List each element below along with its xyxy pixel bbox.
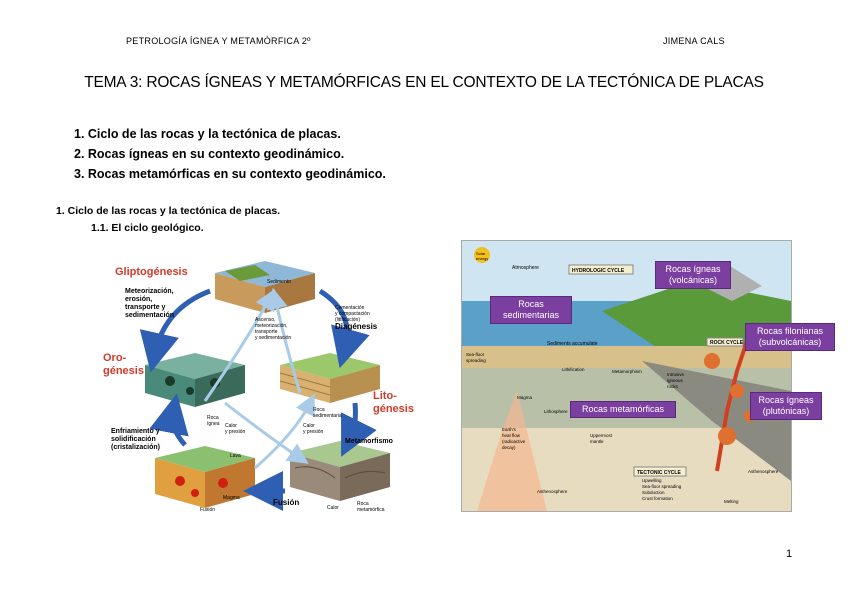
toc-item: 3. Rocas metamórficas en su contexto geodinámico. [74,167,386,181]
filonian-rocks-label: Rocas filonianas (subvolcánicas) [745,323,835,351]
ascent-label: Ascenso, meteorización, transporte y sedimentación [255,317,292,341]
heat-pressure-label: Calor y presión [225,423,246,435]
fusion-arrow-label: Fusión [273,498,300,507]
volcanic-rocks-label: Rocas ígneas (volcánicas) [655,261,731,289]
intrusive-label: Intrusive igneous rocks [667,372,685,389]
cementation-label: Cementación y compactación (litificación) [335,305,370,323]
rock-cycle-diagram [95,253,425,518]
melting-label: Fusión [200,507,216,513]
weathering-label: Meteorización, erosión, transporte y sedimentación [125,288,175,319]
cycle-arrow [350,403,355,439]
toc-item: 2. Rocas ígneas en su contexto geodinámico. [74,147,345,161]
page-number: 1 [786,548,793,560]
asthenosphere-label: Asthenosphere [537,489,568,494]
page-title: TEMA 3: ROCAS ÍGNEAS Y METAMÓRFICAS EN EL CONTEXTO DE LA TECTÓNICA DE PLACAS [84,74,764,91]
lithification-label: Lithification [562,367,585,372]
cooling-label: Enfriamiento y solidificación (cristalización) [111,428,161,451]
asthenosphere-label: Asthenosphere [748,469,779,474]
heat-label: Calor [327,505,339,511]
solar-energy-label: Solar energy [476,251,489,261]
upper-mantle-label: Uppermost mantle [590,433,613,444]
subsection-heading: 1.1. El ciclo geológico. [91,222,204,234]
seafloor-label: Sea-floor spreading [466,352,486,363]
plutonic-rocks-label: Rocas ígneas (plutónicas) [750,392,822,420]
metamorphic-block [290,441,390,501]
hydrologic-cycle-label: HYDROLOGIC CYCLE [572,268,625,274]
igneous-rock-label: Roca ígnea [207,415,220,427]
cycle-arrow [173,413,186,445]
gliptogenesis-label: Gliptogénesis [115,266,188,278]
atmosphere-label: Atmosphere [512,265,539,271]
tectonic-cycle-label: TECTONIC CYCLE [637,470,681,476]
orogenesis-label: Oro- génesis [103,352,144,377]
tectonic-cycle-diagram [461,240,792,512]
lava-label: Lava [230,453,241,459]
magma-label: Magma [517,395,533,400]
heat-flow-label: Earth's heat flow (radioactive decay) [502,427,526,450]
lithosphere-label: Lithosphere [544,409,568,414]
rock-cycle-label: ROCK CYCLE [710,340,744,346]
toc-item: 1. Ciclo de las rocas y la tectónica de placas. [74,127,341,141]
heat-pressure-label: Calor y presión [303,423,324,435]
sedimentary-rocks-label: Rocas sedimentarias [490,296,572,324]
sediments-label: Sediments accumulate [547,341,598,347]
litogenesis-label: Lito- génesis [373,390,414,415]
metamorphism-label: Metamorphism [612,369,642,374]
table-of-contents [74,124,386,184]
metamorphic-rock-label: Roca metamórfica [357,501,385,513]
tectonic-items: Upwelling Sea-floor spreading Subduction Crust formation [642,478,682,501]
section-heading: 1. Ciclo de las rocas y la tectónica de placas. [56,205,281,217]
cycle-arrow [155,291,210,353]
melting-label: Melting [724,499,739,504]
sediment-label: Sedimento [267,279,291,285]
metamorphism-label: Metamorfismo [345,438,393,445]
diagenesis-label: Diagénesis [335,322,378,331]
course-header: PETROLOGÍA ÍGNEA Y METAMÓRFICA 2º [126,36,311,46]
metamorphic-rocks-label: Rocas metamórficas [570,401,676,418]
author-header: JIMENA CALS [663,36,725,46]
magma-label: Magma [223,495,240,501]
sedimentary-rock-label: Roca sedimentaria [313,407,342,419]
